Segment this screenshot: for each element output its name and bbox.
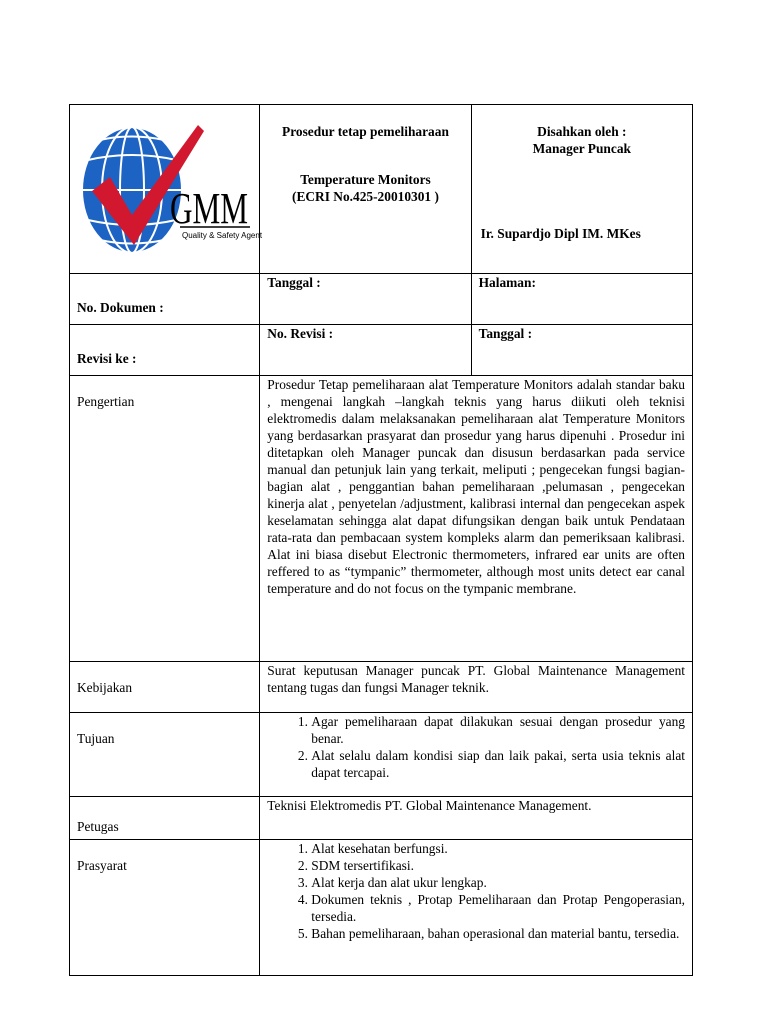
title-cell (260, 105, 471, 274)
approval-cell (471, 105, 692, 274)
page-label: Halaman: (471, 274, 692, 325)
list-item: 4. Dokumen teknis , Protap Pemeliharaan dan Protap Pengoperasian, tersedia. (311, 891, 685, 925)
petugas-label: Petugas (70, 797, 260, 840)
device-name: Temperature Monitors (300, 172, 431, 187)
prasyarat-cell (260, 840, 693, 976)
approver-name: Ir. Supardjo Dipl IM. MKes (480, 226, 641, 241)
tujuan-row (70, 713, 693, 797)
gmm-logo (70, 105, 263, 269)
tujuan-list (267, 713, 685, 781)
header-row (70, 105, 693, 274)
list-item: 1. Alat kesehatan berfungsi. (311, 840, 685, 857)
petugas-row (70, 797, 693, 840)
prasyarat-list (267, 840, 685, 942)
list-item: 2. SDM tersertifikasi. (311, 857, 685, 874)
date-label-2: Tanggal : (471, 325, 692, 376)
revision-label: Revisi ke : (70, 325, 260, 376)
tujuan-cell (260, 713, 693, 797)
tujuan-label: Tujuan (70, 713, 260, 797)
ecri-code: (ECRI No.425-20010301 ) (292, 189, 439, 204)
logo-text: GMM (170, 184, 248, 233)
doc-number-row (70, 274, 693, 325)
approved-by-label: Disahkan oleh : (537, 124, 627, 139)
pengertian-row (70, 376, 693, 662)
pengertian-label: Pengertian (70, 376, 260, 662)
list-item: 1. Agar pemeliharaan dapat dilakukan sesuai dengan prosedur yang benar. (311, 713, 685, 747)
revision-row (70, 325, 693, 376)
list-item: 3. Alat kerja dan alat ukur lengkap. (311, 874, 685, 891)
logo-tagline: Quality & Safety Agent (182, 231, 263, 240)
kebijakan-label: Kebijakan (70, 662, 260, 713)
procedure-title: Prosedur tetap pemeliharaan (282, 124, 449, 139)
kebijakan-text: Surat keputusan Manager puncak PT. Global Maintenance Management tentang tugas dan fungsi Manager teknik. (260, 662, 693, 713)
procedure-table (69, 104, 693, 976)
list-item: 2. Alat selalu dalam kondisi siap dan laik pakai, serta usia teknis alat dapat tercapai. (311, 747, 685, 781)
prasyarat-row (70, 840, 693, 976)
prasyarat-label: Prasyarat (70, 840, 260, 976)
revision-no-label: No. Revisi : (260, 325, 471, 376)
list-item: 5. Bahan pemeliharaan, bahan operasional dan material bantu, tersedia. (311, 925, 685, 942)
pengertian-text: Prosedur Tetap pemeliharaan alat Temperature Monitors adalah standar baku , mengenai langkah –langkah teknis yang harus diikuti oleh teknisi elektromedis dalam melaksanakan pemeliharaan alat Temperature Monitors yang berdasarkan prasyarat dan prosedur yang harus dipenuhi . Prosedur ini ditetapkan oleh Manager puncak dan disusun berdasarkan pada service manual dan petunjuk lain yang terkait, meliputi ; pengecekan fungsi bagian-bagian alat , penggantian bahan pemeliharaan ,pelumasan , pengecekan kinerja alat , penyetelan /adjustment, kalibrasi internal dan pengecekan aspek keselamatan sehingga alat dapat difungsikan dengan baik untuk Pendataan rata-rata dan pembacaan system kompleks alarm dan pemeriksaan kalibrasi. Alat ini biasa disebut Electronic thermometers, infrared ear units are often reffered to as “tympanic” thermometer, although most units detect ear canal temperature and do not focus on the tympanic membrane. (260, 376, 693, 662)
date-label-1: Tanggal : (260, 274, 471, 325)
logo-cell (70, 105, 263, 274)
approved-by-role: Manager Puncak (532, 141, 631, 156)
kebijakan-row (70, 662, 693, 713)
doc-no-label: No. Dokumen : (70, 274, 260, 325)
petugas-text: Teknisi Elektromedis PT. Global Maintenance Management. (260, 797, 693, 840)
